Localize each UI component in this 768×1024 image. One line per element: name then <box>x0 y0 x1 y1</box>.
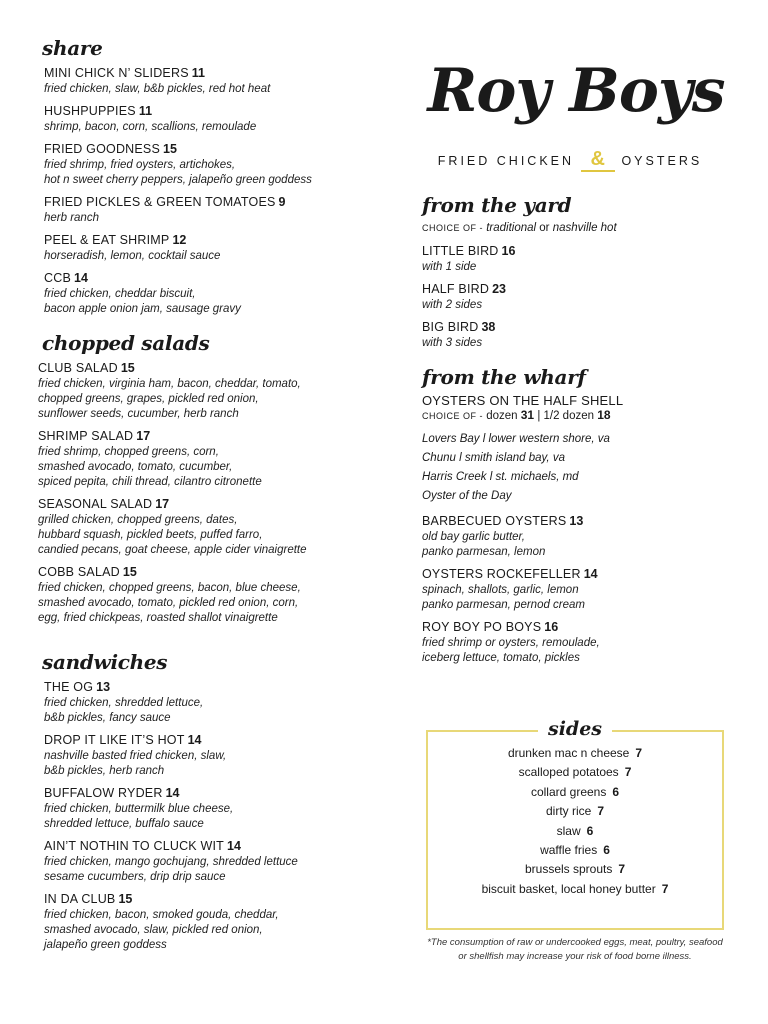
sides-box <box>426 718 724 930</box>
wharf-title: from the wharf <box>422 365 586 389</box>
menu-item-description: fried chicken, mango gochujang, shredded lettuce <box>44 856 298 868</box>
menu-item-description: fried shrimp, fried oysters, artichokes, <box>44 159 236 171</box>
menu-item-line <box>422 318 734 336</box>
menu-item-price: 15 <box>120 361 135 375</box>
yard-choice <box>422 221 734 236</box>
menu-item-description: sesame cucumbers, drip drip sauce <box>44 871 226 883</box>
menu-item-line <box>44 731 378 749</box>
menu-item-price: 17 <box>136 429 151 443</box>
menu-item <box>44 784 378 832</box>
side-item-price: 6 <box>612 784 620 799</box>
menu-item-description: fried shrimp or oysters, remoulade, <box>422 637 600 649</box>
menu-item-line <box>422 280 734 298</box>
sandwiches-list <box>38 678 378 953</box>
menu-item-description: hubbard squash, pickled beets, puffed farro, <box>38 529 263 541</box>
menu-item-price: 15 <box>118 892 133 906</box>
menu-item-price: 16 <box>544 620 559 634</box>
menu-item-price: 16 <box>501 244 516 258</box>
wharf-section <box>422 365 734 666</box>
share-title: share <box>42 36 103 60</box>
sides-list <box>428 744 722 899</box>
menu-item-price: 14 <box>165 786 180 800</box>
right-column <box>422 56 734 671</box>
dozen-label: dozen <box>486 410 518 422</box>
menu-item-description: egg, fried chickpeas, roasted shallot vinaigrette <box>38 612 278 624</box>
menu-item-description: fried chicken, slaw, b&b pickles, red hot heat <box>44 83 271 95</box>
menu-item-name: CCB <box>44 271 71 285</box>
oyster-item: Lovers Bay l lower western shore, va <box>422 433 610 445</box>
wharf-list <box>422 512 734 666</box>
side-item <box>428 744 722 763</box>
menu-item-description: fried chicken, shredded lettuce, <box>44 697 204 709</box>
menu-item <box>422 565 734 613</box>
menu-item-line <box>44 678 378 696</box>
share-section <box>38 36 378 317</box>
menu-item-line <box>44 193 378 211</box>
menu-item-description: fried chicken, chopped greens, bacon, blue cheese, <box>38 582 301 594</box>
menu-item-price: 12 <box>172 233 187 247</box>
menu-item-name: HALF BIRD <box>422 282 490 296</box>
side-item-name: collard greens <box>530 784 607 799</box>
menu-item-line <box>44 269 378 287</box>
menu-item-description: herb ranch <box>44 212 99 224</box>
menu-item-line <box>422 565 734 583</box>
side-item <box>428 880 722 899</box>
side-item <box>428 763 722 782</box>
menu-item-description: with 1 side <box>422 261 477 273</box>
side-item-name: brussels sprouts <box>524 862 613 877</box>
menu-item-description: spiced pepita, chili thread, cilantro citronette <box>38 476 262 488</box>
menu-item <box>38 495 378 558</box>
half-dozen-price: 18 <box>597 408 611 422</box>
menu-item-name: PEEL & EAT SHRIMP <box>44 233 170 247</box>
menu-item-name: OYSTERS ROCKEFELLER <box>422 567 581 581</box>
menu-item-name: SEASONAL SALAD <box>38 497 153 511</box>
side-item <box>428 783 722 802</box>
side-item <box>428 841 722 860</box>
side-item-price: 6 <box>586 823 594 838</box>
menu-item <box>44 837 378 885</box>
menu-item-name: SHRIMP SALAD <box>38 429 134 443</box>
sides-title-text: sides <box>538 718 612 740</box>
salads-title: chopped salads <box>42 331 210 355</box>
menu-item-description: panko parmesan, pernod cream <box>422 599 586 611</box>
menu-item-description: candied pecans, goat cheese, apple cider vinaigrette <box>38 544 307 556</box>
salads-section <box>38 331 378 626</box>
menu-item-price: 11 <box>191 66 205 80</box>
menu-item-description: b&b pickles, fancy sauce <box>44 712 171 724</box>
side-item <box>428 822 722 841</box>
menu-item-name: CLUB SALAD <box>38 361 118 375</box>
menu-item <box>422 618 734 666</box>
menu-item <box>44 140 378 188</box>
menu-item <box>38 359 378 422</box>
menu-item-name: BUFFALOW RYDER <box>44 786 163 800</box>
side-item-name: waffle fries <box>540 843 598 858</box>
menu-item-price: 14 <box>74 271 88 285</box>
tagline-ampersand: & <box>581 148 615 172</box>
menu-item-name: LITTLE BIRD <box>422 244 499 258</box>
menu-item-line <box>44 231 378 249</box>
menu-item-description: old bay garlic butter, <box>422 531 525 543</box>
menu-item-name: HUSHPUPPIES <box>44 104 136 118</box>
tagline-right: OYSTERS <box>621 154 703 168</box>
dozen-price: 31 <box>520 408 535 422</box>
menu-item-name: ROY BOY PO BOYS <box>422 620 542 634</box>
disclaimer: *The consumption of raw or undercooked eggs, meat, poultry, seafood or shellfish may increase your risk of food borne illness. <box>427 937 723 962</box>
side-item-price: 7 <box>624 765 632 780</box>
menu-item <box>44 231 378 264</box>
menu-item-description: smashed avocado, slaw, pickled red onion, <box>44 924 263 936</box>
menu-item-line <box>38 495 378 513</box>
menu-item-price: 17 <box>155 497 170 511</box>
menu-item-name: FRIED PICKLES & GREEN TOMATOES <box>44 195 276 209</box>
menu-item-line <box>44 102 378 120</box>
menu-item-description: fried chicken, cheddar biscuit, <box>44 288 196 300</box>
menu-item-description: panko parmesan, lemon <box>422 546 546 558</box>
menu-item-description: sunflower seeds, cucumber, herb ranch <box>38 408 239 420</box>
menu-item-price: 13 <box>96 680 111 694</box>
menu-item-price: 15 <box>163 142 177 156</box>
menu-item-description: with 2 sides <box>422 299 483 311</box>
menu-item-name: MINI CHICK N’ SLIDERS <box>44 66 189 80</box>
menu-item-price: 15 <box>122 565 137 579</box>
menu-item <box>422 318 734 351</box>
yard-title: from the yard <box>422 193 572 217</box>
menu-item-description: fried chicken, bacon, smoked gouda, cheddar, <box>44 909 279 921</box>
menu-item-line <box>422 242 734 260</box>
menu-item-price: 14 <box>583 567 598 581</box>
menu-item <box>44 731 378 779</box>
brand-logo: Roy Boys <box>427 56 725 126</box>
menu-item-price: 14 <box>227 839 241 853</box>
left-column <box>38 36 378 958</box>
menu-item-name: DROP IT LIKE IT’S HOT <box>44 733 185 747</box>
side-item-price: 7 <box>661 881 669 896</box>
sandwiches-title: sandwiches <box>42 650 168 674</box>
menu-item <box>44 678 378 726</box>
menu-item-description: iceberg lettuce, tomato, pickles <box>422 652 580 664</box>
menu-item-line <box>38 563 378 581</box>
wharf-choice <box>422 408 734 424</box>
menu-item-description: jalapeño green goddess <box>44 939 167 951</box>
menu-item-description: fried chicken, buttermilk blue cheese, <box>44 803 234 815</box>
menu-item <box>44 193 378 226</box>
yard-section <box>422 193 734 351</box>
menu-item-line <box>44 140 378 158</box>
menu-item-description: fried chicken, virginia ham, bacon, cheddar, tomato, <box>38 378 301 390</box>
menu-item-price: 14 <box>187 733 202 747</box>
side-item-name: biscuit basket, local honey butter <box>481 881 656 896</box>
yard-list <box>422 242 734 351</box>
menu-item-description: hot n sweet cherry peppers, jalapeño green goddess <box>44 174 312 186</box>
sides-title <box>428 718 722 740</box>
menu-item-description: b&b pickles, herb ranch <box>44 765 165 777</box>
menu-item-description: shredded lettuce, buffalo sauce <box>44 818 204 830</box>
menu-item-price: 11 <box>138 104 153 118</box>
menu-item-line <box>38 427 378 445</box>
menu-item-price: 23 <box>492 282 506 296</box>
menu-item <box>38 563 378 626</box>
menu-item-name: BARBECUED OYSTERS <box>422 514 567 528</box>
menu-item <box>44 64 378 97</box>
share-list <box>38 64 378 317</box>
menu-item-line <box>44 64 378 82</box>
side-item-name: drunken mac n cheese <box>507 746 630 760</box>
side-item-price: 7 <box>618 862 626 877</box>
half-shell-name: OYSTERS ON THE HALF SHELL <box>422 393 624 408</box>
side-item <box>428 860 722 879</box>
menu-item-line <box>422 618 734 636</box>
menu-item-description: fried shrimp, chopped greens, corn, <box>38 446 219 458</box>
menu-item-description: nashville basted fried chicken, slaw, <box>44 750 227 762</box>
menu-item <box>38 427 378 490</box>
menu-item-name: FRIED GOODNESS <box>44 142 161 156</box>
menu-item-line <box>44 890 378 908</box>
menu-item-price: 13 <box>569 514 584 528</box>
menu-item-description: grilled chicken, chopped greens, dates, <box>38 514 238 526</box>
half-dozen-label: | 1/2 dozen <box>537 410 595 422</box>
menu-item-name: THE OG <box>44 680 94 694</box>
oyster-item: Oyster of the Day <box>422 490 512 502</box>
menu-item <box>422 280 734 313</box>
menu-item-line <box>44 837 378 855</box>
tagline-left: FRIED CHICKEN <box>437 154 575 168</box>
menu-item-name: BIG BIRD <box>422 320 479 334</box>
menu-item-price: 38 <box>481 320 496 334</box>
menu-item-description: chopped greens, grapes, pickled red onion, <box>38 393 259 405</box>
menu-item-description: smashed avocado, tomato, cucumber, <box>38 461 233 473</box>
menu-item <box>44 102 378 135</box>
menu-item <box>422 242 734 275</box>
salads-list <box>38 359 378 626</box>
menu-item-price: 9 <box>278 195 286 209</box>
menu-item <box>422 512 734 560</box>
menu-item-description: bacon apple onion jam, sausage gravy <box>44 303 241 315</box>
side-item <box>428 802 722 821</box>
side-item-price: 7 <box>635 746 643 760</box>
menu-item <box>44 269 378 317</box>
yard-choice-b: nashville hot <box>552 222 617 234</box>
side-item-price: 7 <box>597 804 605 819</box>
yard-choice-or: or <box>539 222 550 234</box>
side-item-name: slaw <box>556 823 581 838</box>
side-item-name: dirty rice <box>545 804 592 819</box>
menu-item-name: IN DA CLUB <box>44 892 116 906</box>
brand-tagline <box>410 148 730 171</box>
oyster-item: Chunu l smith island bay, va <box>422 452 565 464</box>
menu-item <box>44 890 378 953</box>
menu-item-name: AIN’T NOTHIN TO CLUCK WIT <box>44 839 225 853</box>
wharf-choice-label: CHOICE OF - <box>422 411 483 421</box>
menu-item-line <box>422 512 734 530</box>
menu-item-description: smashed avocado, tomato, pickled red onion, corn, <box>38 597 299 609</box>
side-item-name: scalloped potatoes <box>518 765 619 780</box>
menu-item-description: with 3 sides <box>422 337 483 349</box>
sandwiches-section <box>38 650 378 953</box>
menu-item-line <box>38 359 378 377</box>
menu-item-line <box>44 784 378 802</box>
menu-item-description: spinach, shallots, garlic, lemon <box>422 584 579 596</box>
side-item-price: 6 <box>603 843 610 858</box>
yard-choice-a: traditional <box>486 222 537 234</box>
oyster-item: Harris Creek l st. michaels, md <box>422 471 579 483</box>
menu-item-description: shrimp, bacon, corn, scallions, remoulade <box>44 121 257 133</box>
menu-item-description: horseradish, lemon, cocktail sauce <box>44 250 221 262</box>
yard-choice-label: CHOICE OF - <box>422 223 483 233</box>
menu-item-name: COBB SALAD <box>38 565 120 579</box>
oyster-list <box>422 430 734 506</box>
